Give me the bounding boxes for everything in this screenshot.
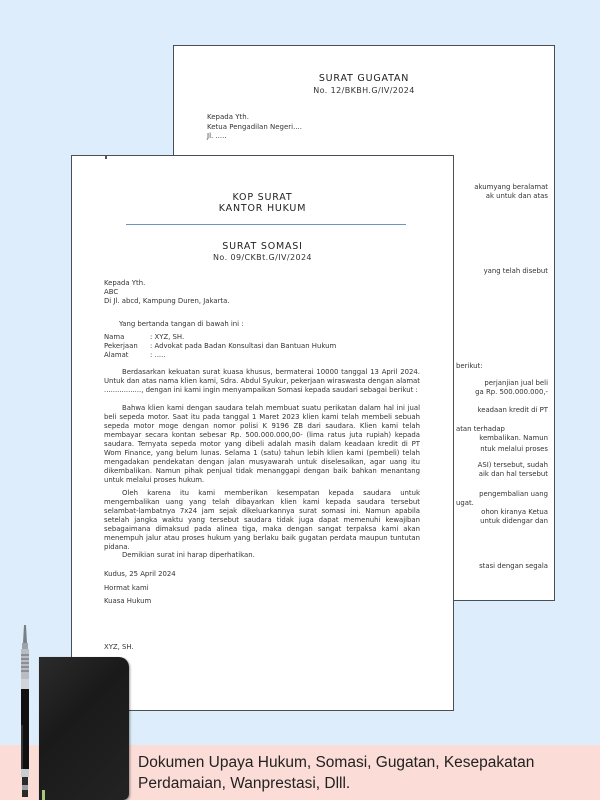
letterhead-rule xyxy=(126,224,406,225)
gugatan-text-fragment: ohon kiranya Ketua xyxy=(481,508,548,516)
document-surat-somasi xyxy=(71,155,454,711)
notebook-icon xyxy=(39,657,129,800)
gugatan-text-fragment: kembalikan. Namun xyxy=(479,434,548,442)
gugatan-recipient-line: Kepada Yth. xyxy=(207,113,249,121)
gugatan-title: SURAT GUGATAN xyxy=(318,73,410,84)
notebook-ribbon xyxy=(42,790,45,800)
gugatan-number: No. 12/BKBH.G/IV/2024 xyxy=(313,86,415,95)
letterhead-line-2: KANTOR HUKUM xyxy=(218,203,307,214)
gugatan-text-fragment: berikut: xyxy=(456,362,483,370)
somasi-role: Kuasa Hukum xyxy=(104,597,152,605)
gugatan-text-fragment: yang telah disebut xyxy=(483,267,548,275)
somasi-signatory: XYZ, SH. xyxy=(104,643,134,651)
page-tick-mark xyxy=(105,155,107,159)
caption-text: Dokumen Upaya Hukum, Somasi, Gugatan, Kesepakatan Perdamaian, Wanprestasi, Dlll. xyxy=(138,754,535,792)
gugatan-recipient-line: Jl. ..... xyxy=(207,132,227,140)
gugatan-text-fragment: perjanjian jual beli xyxy=(484,379,548,387)
gugatan-text-fragment: ntuk melalui proses xyxy=(480,445,548,453)
gugatan-text-fragment: stasi dengan segala xyxy=(479,562,548,570)
letterhead-line-1: KOP SURAT xyxy=(232,192,293,203)
somasi-title: SURAT SOMASI xyxy=(222,241,303,252)
identity-row-pekerjaan: Pekerjaan : Advokat pada Badan Konsultasi dan Bantuan Hukum xyxy=(104,342,337,350)
somasi-place-date: Kudus, 25 April 2024 xyxy=(104,570,176,578)
gugatan-text-fragment: keadaan kredit di PT xyxy=(477,406,548,414)
somasi-paragraph-3: Oleh karena itu kami memberikan kesempatan kepada saudara untuk mengembalikan uang yang telah dibayarkan klien kami kepada saudara tersebut selambat-lambatnya 7x24 jam sejak dikeluarkannya surat somasi ini. Namun apabila setelah jangka waktu yang tersebut saudara tidak juga dapat memenuhi kewajiban sebagaimana dimaksud pada alinea tiga, maka dengan sangat terpaksa kami akan menempuh jalur atau proses hukum yang berlaku baik gugatan perdata maupun tuntutan pidana. xyxy=(104,489,420,551)
somasi-closing: Hormat kami xyxy=(104,584,149,592)
pen-icon xyxy=(15,625,35,800)
gugatan-text-fragment: ASI) tersebut, sudah xyxy=(477,461,548,469)
gugatan-text-fragment: aik dan hal tersebut xyxy=(478,470,548,478)
gugatan-recipient-line: Ketua Pengadilan Negeri.... xyxy=(207,123,302,131)
gugatan-text-fragment: pengembalian uang xyxy=(479,490,548,498)
identity-row-alamat: Alamat : ..... xyxy=(104,351,166,359)
somasi-paragraph-4: Demikian surat ini harap diperhatikan. xyxy=(122,551,255,559)
identity-row-nama: Nama : XYZ, SH. xyxy=(104,333,185,341)
somasi-paragraph-1: Berdasarkan kekuatan surat kuasa khusus, bermaterai 10000 tanggal 13 April 2024. Untuk dan atas nama klien kami, Sdra. Abdul Syukur, pekerjaan wiraswasta dengan alamat ................., dengan ini kami ingin menyampaikan Somasi kepada saudari sebagai berikut : xyxy=(104,368,420,394)
gugatan-text-fragment: akumyang beralamat xyxy=(474,183,548,191)
gugatan-text-fragment: untuk didengar dan xyxy=(480,517,548,525)
gugatan-text-fragment: atan terhadap xyxy=(456,425,505,433)
somasi-identity-table xyxy=(104,333,424,360)
gugatan-text-fragment: ga Rp. 500.000.000,- xyxy=(475,388,548,396)
somasi-paragraph-2: Bahwa klien kami dengan saudara telah membuat suatu perikatan dalam hal ini jual beli sepeda motor. Saat itu pada tanggal 1 Maret 2023 klien kami telah membeli sebuah sepeda motor moge dengan nomor polisi K 9196 ZB dari saudara. Klien kami telah membayar secara kontan sebesar Rp. 500.000.000,00- (lima ratus juta rupiah) kepada saudara. Ternyata sepeda motor yang dibeli adalah masih dalam keadaan kredit di PT Wom Finance, yang belum lunas. Selama 1 (satu) tahun lebih klien kami (pembeli) telah mengadakan pendekatan dengan jalan musyawarah untuk diselesaikan, agar uang itu dikembalikan. Namun pihak penjual tidak menanggapi dengan baik bahkan menantang untuk melalui proses hukum. xyxy=(104,404,420,484)
somasi-recipient: Kepada Yth. ABC Di Jl. abcd, Kampung Duren, Jakarta. xyxy=(104,279,230,305)
somasi-number: No. 09/CKBt.G/IV/2024 xyxy=(213,253,312,262)
somasi-intro: Yang bertanda tangan di bawah ini : xyxy=(119,320,244,328)
gugatan-text-fragment: ak untuk dan atas xyxy=(485,192,548,200)
gugatan-text-fragment: ugat. xyxy=(456,499,474,507)
